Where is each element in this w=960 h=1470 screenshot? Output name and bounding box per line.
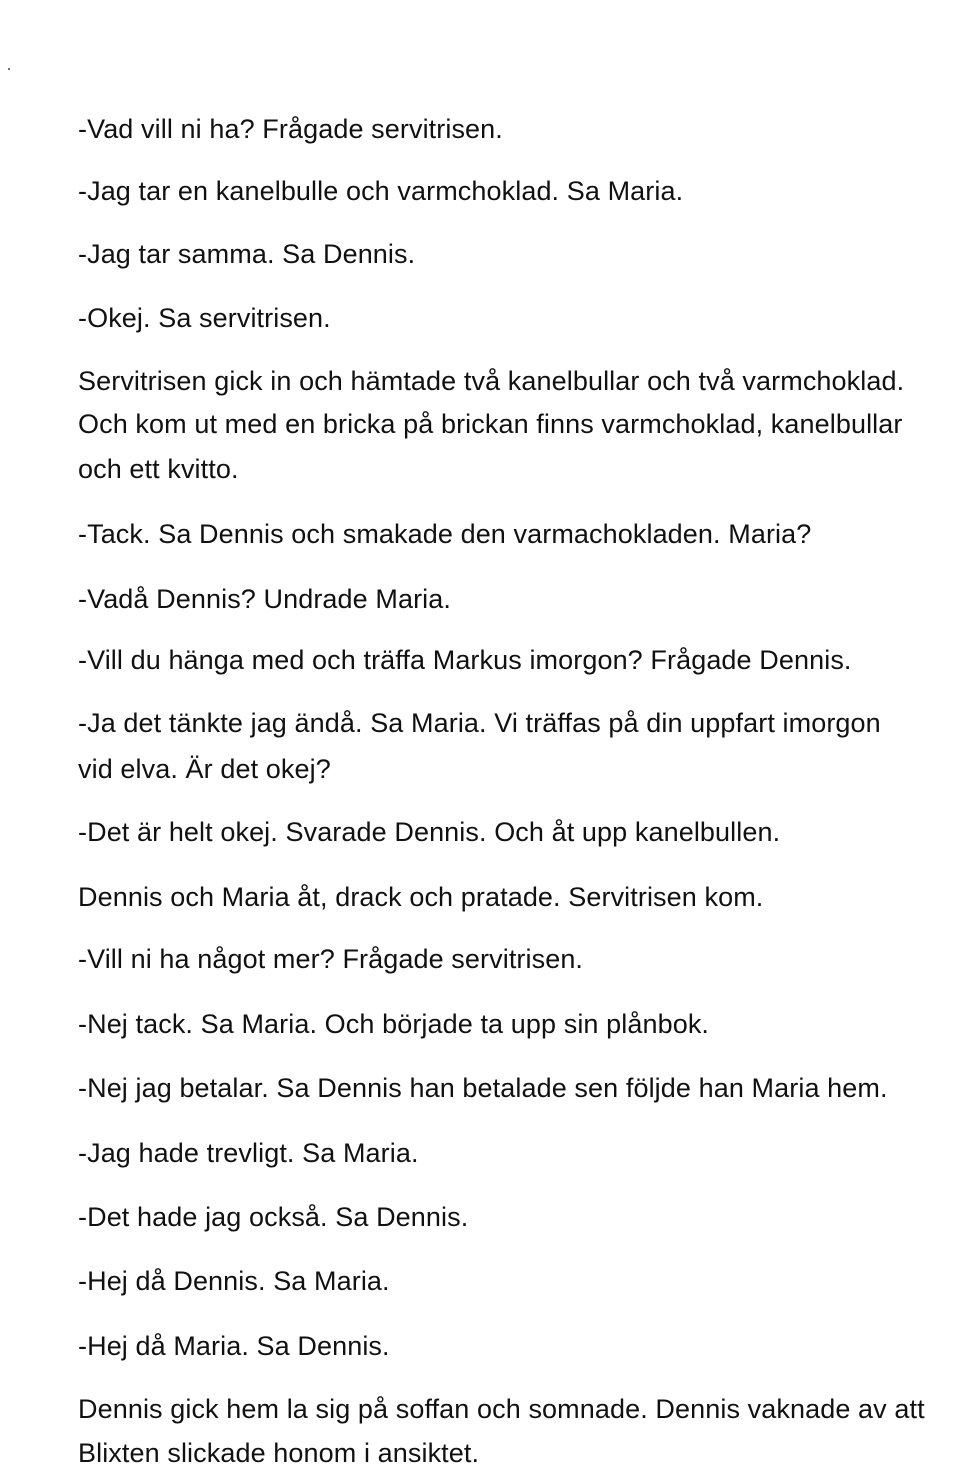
text-line: Blixten slickade honom i ansiktet. <box>78 1438 480 1468</box>
text-line: -Jag hade trevligt. Sa Maria. <box>78 1138 419 1168</box>
text-line: -Jag tar samma. Sa Dennis. <box>78 239 416 269</box>
text-line: Dennis och Maria åt, drack och pratade. Servitrisen kom. <box>78 882 764 912</box>
text-line: -Nej jag betalar. Sa Dennis han betalade sen följde han Maria hem. <box>78 1073 888 1103</box>
text-line: -Nej tack. Sa Maria. Och började ta upp sin plånbok. <box>78 1009 710 1039</box>
text-line: Och kom ut med en bricka på brickan finns varmchoklad, kanelbullar <box>78 409 903 439</box>
text-line: -Jag tar en kanelbulle och varmchoklad. Sa Maria. <box>78 176 684 206</box>
text-line: vid elva. Är det okej? <box>78 754 331 784</box>
text-line: -Vill ni ha något mer? Frågade servitrisen. <box>78 944 584 974</box>
text-line: -Okej. Sa servitrisen. <box>78 303 331 333</box>
text-line: -Hej då Dennis. Sa Maria. <box>78 1266 390 1296</box>
scan-speck <box>8 68 10 70</box>
text-line: -Hej då Maria. Sa Dennis. <box>78 1331 390 1361</box>
text-line: -Vad vill ni ha? Frågade servitrisen. <box>78 114 503 144</box>
text-line: -Vill du hänga med och träffa Markus imorgon? Frågade Dennis. <box>78 645 852 675</box>
text-line: -Tack. Sa Dennis och smakade den varmachokladen. Maria? <box>78 519 812 549</box>
text-line: -Vadå Dennis? Undrade Maria. <box>78 584 451 614</box>
text-line: -Det hade jag också. Sa Dennis. <box>78 1202 469 1232</box>
text-line: Servitrisen gick in och hämtade två kanelbullar och två varmchoklad. <box>78 366 905 396</box>
text-line: -Det är helt okej. Svarade Dennis. Och åt upp kanelbullen. <box>78 817 781 847</box>
text-line: Dennis gick hem la sig på soffan och somnade. Dennis vaknade av att <box>78 1394 925 1424</box>
text-line: och ett kvitto. <box>78 454 239 484</box>
text-line: -Ja det tänkte jag ändå. Sa Maria. Vi träffas på din uppfart imorgon <box>78 708 881 738</box>
